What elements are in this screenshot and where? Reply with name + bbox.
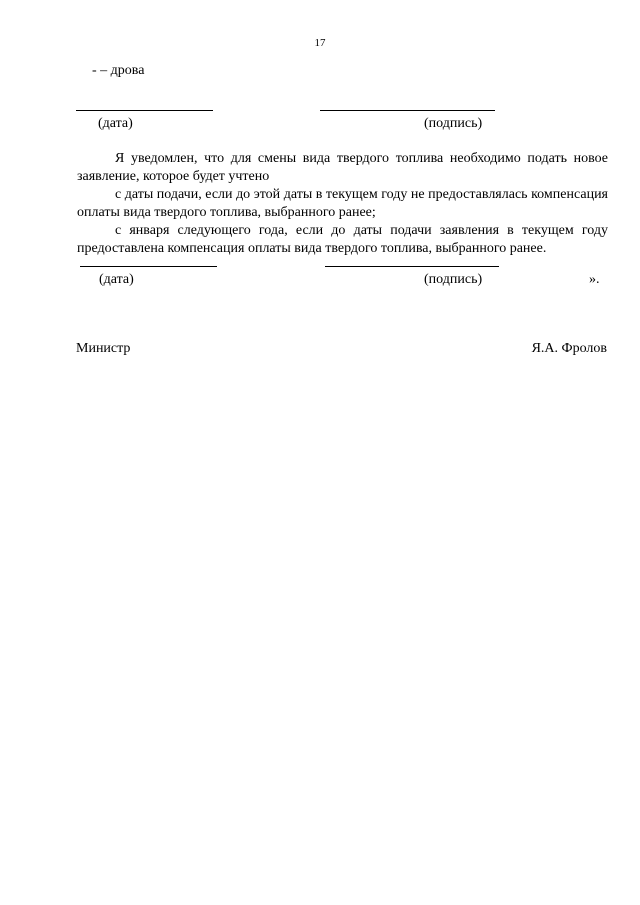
page-number: 17: [314, 37, 326, 49]
signature-label: (подпись): [424, 272, 483, 287]
closing-quote: ».: [589, 272, 600, 287]
date-line: [80, 266, 217, 267]
signatory-position: Министр: [76, 341, 131, 356]
date-label: (дата): [99, 272, 134, 287]
signature-line: [320, 110, 495, 111]
signatory-name: Я.А. Фролов: [531, 341, 607, 356]
fuel-item: - – дрова: [92, 63, 145, 78]
notice-option-2: с января следующего года, если до даты подачи заявления в текущем году предоставлена компенсация оплаты вида твердого топлива, выбранного ранее.: [77, 223, 608, 256]
notice-intro: Я уведомлен, что для смены вида твердого топлива необходимо подать новое заявление, которое будет учтено: [77, 151, 608, 184]
signature-line: [325, 266, 499, 267]
notice-option-1: с даты подачи, если до этой даты в текущем году не предоставлялась компенсация оплаты вида твердого топлива, выбранного ранее;: [77, 187, 608, 220]
date-label: (дата): [98, 116, 133, 131]
date-line: [76, 110, 213, 111]
signature-label: (подпись): [424, 116, 483, 131]
